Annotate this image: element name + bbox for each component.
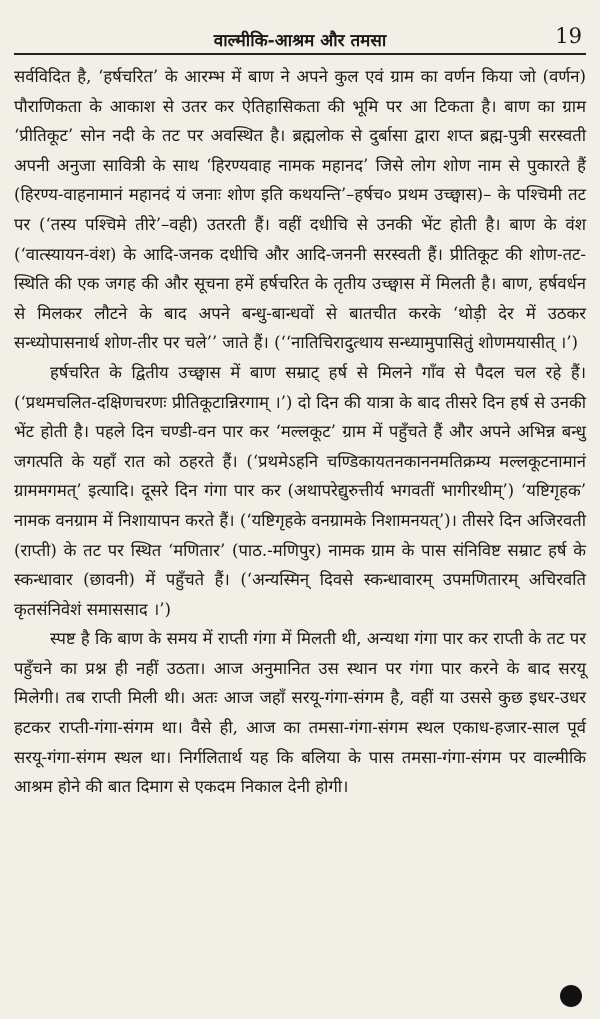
paragraph: हर्षचरित के द्वितीय उच्छ्वास में बाण सम्राट् हर्ष से मिलने गाँव से पैदल चल रहे हैं। (‘प्रथमचलित-दक्षिणचरणः प्रीतिकूटान्निरगाम् ।’) दो दिन की यात्रा के बाद तीसरे दिन हर्ष से उनकी भेंट होती है। पहले दिन चण्डी-वन पार कर ‘मल्लकूट’ ग्राम में पहुँचते हैं और अपने अभिन्न बन्धु जगत्पति के यहाँ रात को ठहरते हैं। (‘प्रथमेऽहनि चण्डिकायतनकाननमतिक्रम्य मल्लकूटनामानं ग्राममगमत्’ इत्यादि। दूसरे दिन गंगा पार कर (अथापरेद्युरुत्तीर्य भगवतीं भागीरथीम्’) ‘यष्टिगृहक’ नामक वनग्राम में निशायापन करते हैं। (‘यष्टिगृहके वनग्रामके निशामनयत्’)। तीसरे दिन अजिरवती (राप्ती) के तट पर स्थित ‘मणितार’ (पाठ.-मणिपुर) नामक ग्राम के पास संनिविष्ट सम्राट हर्ष के स्कन्धावार (छावनी) में पहुँचते हैं। (‘अन्यस्मिन् दिवसे स्कन्धावारम् उपमणितारम् अचिरवति कृतसंनिवेशं समाससाद ।’)	[14, 362, 586, 619]
paragraph: स्पष्ट है कि बाण के समय में राप्ती गंगा में मिलती थी, अन्यथा गंगा पार कर राप्ती के तट पर पहुँचने का प्रश्न ही नहीं उठता। आज अनुमानित उस स्थान पर गंगा पार करने के बाद सरयू मिलेगी। तब राप्ती मिली थी। अतः आज जहाँ सरयू-गंगा-संगम है, वहीं या उससे कुछ इधर-उधर हटकर राप्ती-गंगा-संगम था। वैसे ही, आज का तमसा-गंगा-संगम स्थल एकाध-हजार-साल पूर्व सरयू-गंगा-संगम स्थल था। निर्गलितार्थ यह कि बलिया के पास तमसा-गंगा-संगम पर वाल्मीकि आश्रम होने की बात दिमाग से एकदम निकाल देनी होगी।	[14, 629, 586, 797]
running-title: वाल्मीकि-आश्रम और तमसा	[213, 31, 387, 51]
header-rule	[14, 53, 586, 55]
page-header	[14, 20, 586, 54]
end-dot-mark	[560, 985, 582, 1007]
paragraph: सर्वविदित है, ‘हर्षचरित’ के आरम्भ में बाण ने अपने कुल एवं ग्राम का वर्णन किया जो (वर्णन) पौराणिकता के आकाश से उतर कर ऐतिहासिकता की भूमि पर आ टिकता है। बाण का ग्राम ‘प्रीतिकूट’ सोन नदी के तट पर अवस्थित है। ब्रह्मलोक से दुर्बासा द्वारा शप्त ब्रह्म-पुत्री सरस्वती अपनी अनुजा सावित्री के साथ ‘हिरण्यवाह नामक महानद’ जिसे लोग शोण नाम से पुकारते हैं (हिरण्य-वाहनामानं महानदं यं जनाः शोण इति कथयन्ति’–हर्षच० प्रथम उच्छ्वास)– के पश्चिमी तट पर (‘तस्य पश्चिमे तीरे’–वही) उतरती हैं। वहीं दधीचि से उनकी भेंट होती है। बाण के वंश (‘वात्स्यायन-वंश) के आदि-जनक दधीचि और आदि-जननी सरस्वती हैं। प्रीतिकूट की शोण-तट-स्थिति की एक जगह की और सूचना हमें हर्षचरित के तृतीय उच्छ्वास में मिलती है। बाण, हर्षवर्धन से मिलकर लौटने के बाद अपने बन्धु-बान्धवों से बातचीत करके ‘थोड़ी देर में उठकर सन्ध्योपासनार्थ शोण-तीर पर चले’’ जाते हैं। (‘‘नातिचिरादुत्थाय सन्ध्यामुपासितुं शोणमयासीत् ।’)	[14, 67, 586, 353]
body-text	[14, 62, 586, 802]
page-number: 19	[555, 24, 582, 48]
